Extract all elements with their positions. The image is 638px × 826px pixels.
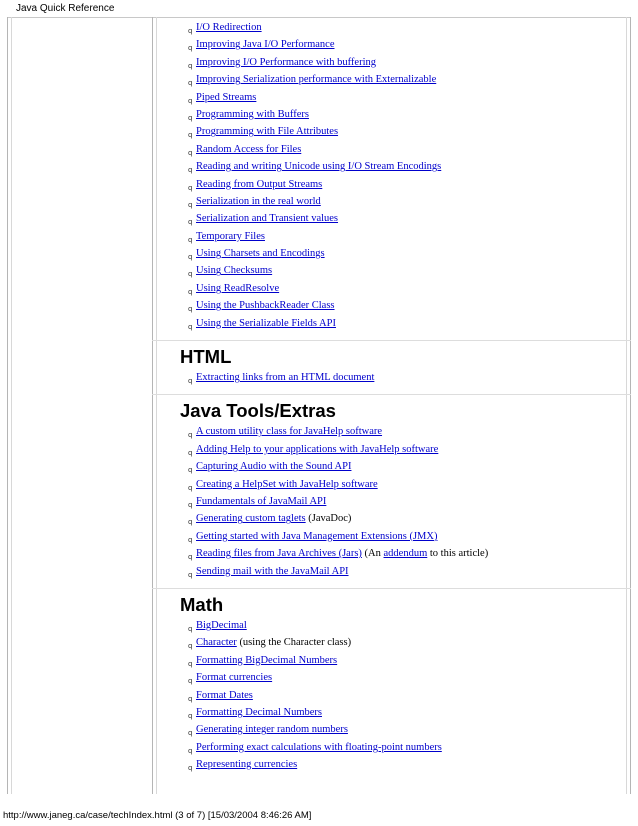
bullet-icon: q bbox=[188, 218, 193, 227]
bullet-icon: q bbox=[188, 79, 193, 88]
topic-link[interactable]: BigDecimal bbox=[196, 619, 247, 631]
link-note: (using the Character class) bbox=[236, 637, 352, 649]
bullet-icon: q bbox=[188, 305, 193, 314]
html-link-list bbox=[178, 369, 623, 386]
bullet-icon: q bbox=[188, 377, 193, 386]
section-separator bbox=[152, 386, 631, 395]
page-header-title: Java Quick Reference bbox=[16, 3, 115, 14]
topic-link[interactable]: I/O Redirection bbox=[196, 22, 262, 33]
topic-link[interactable]: Temporary Files bbox=[196, 230, 265, 242]
list-item bbox=[188, 423, 623, 440]
bullet-icon: q bbox=[188, 570, 193, 579]
bullet-icon: q bbox=[188, 535, 193, 544]
bullet-icon: q bbox=[188, 677, 193, 686]
list-item bbox=[188, 106, 623, 123]
list-item bbox=[188, 563, 623, 580]
frame-border bbox=[626, 17, 627, 794]
topic-link[interactable]: Using Charsets and Encodings bbox=[196, 248, 325, 260]
topic-link[interactable]: Formatting Decimal Numbers bbox=[196, 706, 322, 718]
list-item bbox=[188, 280, 623, 297]
list-item bbox=[188, 297, 623, 314]
topic-link[interactable]: Serialization in the real world bbox=[196, 195, 321, 207]
bullet-icon: q bbox=[188, 746, 193, 755]
bullet-icon: q bbox=[188, 200, 193, 209]
section-separator bbox=[152, 580, 631, 589]
page-footer-url: http://www.janeg.ca/case/techIndex.html (3 of 7) [15/03/2004 8:46:26 AM] bbox=[3, 810, 312, 821]
frame-border bbox=[11, 17, 12, 794]
list-item bbox=[188, 617, 623, 634]
section-heading-html: HTML bbox=[180, 346, 232, 368]
addendum-link[interactable]: addendum bbox=[383, 548, 428, 560]
frame-border bbox=[7, 17, 8, 794]
list-item bbox=[188, 687, 623, 704]
topic-link[interactable]: Programming with File Attributes bbox=[196, 126, 339, 138]
topic-link[interactable]: Using the Serializable Fields API bbox=[196, 317, 336, 329]
bullet-icon: q bbox=[188, 431, 193, 440]
list-item bbox=[188, 245, 623, 262]
topic-link[interactable]: Using the PushbackReader Class bbox=[196, 300, 335, 312]
topic-link[interactable]: Generating integer random numbers bbox=[196, 724, 348, 736]
topic-link[interactable]: Improving Serialization performance with Externalizable bbox=[196, 74, 437, 86]
link-note: (An bbox=[361, 548, 384, 560]
topic-link[interactable]: Adding Help to your applications with JavaHelp software bbox=[196, 443, 439, 455]
topic-index-content bbox=[178, 19, 623, 773]
topic-link[interactable]: A custom utility class for JavaHelp software bbox=[196, 426, 383, 438]
topic-link[interactable]: Creating a HelpSet with JavaHelp software bbox=[196, 478, 378, 490]
topic-link[interactable]: Format currencies bbox=[196, 672, 273, 684]
topic-link[interactable]: Performing exact calculations with floating-point numbers bbox=[196, 741, 442, 753]
column-divider bbox=[152, 17, 153, 794]
bullet-icon: q bbox=[188, 659, 193, 668]
java-tools-link-list bbox=[178, 423, 623, 580]
list-item bbox=[188, 510, 623, 527]
list-item bbox=[188, 176, 623, 193]
list-item bbox=[188, 228, 623, 245]
list-item bbox=[188, 158, 623, 175]
io-link-list bbox=[178, 19, 623, 332]
topic-link[interactable]: Programming with Buffers bbox=[196, 108, 309, 120]
topic-link[interactable]: Generating custom taglets bbox=[196, 513, 306, 525]
bullet-icon: q bbox=[188, 448, 193, 457]
bullet-icon: q bbox=[188, 729, 193, 738]
list-item bbox=[188, 704, 623, 721]
list-item bbox=[188, 493, 623, 510]
topic-link[interactable]: Representing currencies bbox=[196, 759, 298, 771]
bullet-icon: q bbox=[188, 131, 193, 140]
section-heading-math: Math bbox=[180, 593, 224, 615]
bullet-icon: q bbox=[188, 27, 193, 35]
list-item bbox=[188, 458, 623, 475]
list-item bbox=[188, 739, 623, 756]
topic-link[interactable]: Using ReadResolve bbox=[196, 282, 280, 294]
bullet-icon: q bbox=[188, 166, 193, 175]
list-item bbox=[188, 721, 623, 738]
bullet-icon: q bbox=[188, 322, 193, 331]
bullet-icon: q bbox=[188, 61, 193, 70]
list-item bbox=[188, 476, 623, 493]
list-item bbox=[188, 210, 623, 227]
list-item bbox=[188, 36, 623, 53]
bullet-icon: q bbox=[188, 253, 193, 262]
bullet-icon: q bbox=[188, 642, 193, 651]
topic-link[interactable]: Character bbox=[196, 637, 237, 649]
list-item bbox=[188, 652, 623, 669]
math-link-list bbox=[178, 617, 623, 774]
bullet-icon: q bbox=[188, 148, 193, 157]
list-item bbox=[188, 123, 623, 140]
link-note: (JavaDoc) bbox=[305, 513, 352, 525]
topic-link[interactable]: Format Dates bbox=[196, 689, 253, 701]
bullet-icon: q bbox=[188, 44, 193, 53]
frame-border bbox=[630, 17, 631, 794]
list-item bbox=[188, 19, 623, 36]
list-item bbox=[188, 756, 623, 773]
bullet-icon: q bbox=[188, 553, 193, 562]
list-item bbox=[188, 71, 623, 88]
list-item bbox=[188, 315, 623, 332]
topic-link[interactable]: Extracting links from an HTML document bbox=[196, 372, 375, 384]
topic-link[interactable]: Reading files from Java Archives (Jars) bbox=[196, 548, 362, 560]
topic-link[interactable]: Reading and writing Unicode using I/O Stream Encodings bbox=[196, 161, 442, 173]
topic-link[interactable]: Capturing Audio with the Sound API bbox=[196, 461, 352, 473]
list-item bbox=[188, 528, 623, 545]
topic-link[interactable]: Random Access for Files bbox=[196, 143, 302, 155]
bullet-icon: q bbox=[188, 287, 193, 296]
list-item bbox=[188, 54, 623, 71]
bullet-icon: q bbox=[188, 711, 193, 720]
link-note: to this article) bbox=[427, 548, 489, 560]
list-item bbox=[188, 441, 623, 458]
section-heading-java-tools: Java Tools/Extras bbox=[180, 400, 336, 422]
topic-link[interactable]: Using Checksums bbox=[196, 265, 273, 277]
bullet-icon: q bbox=[188, 270, 193, 279]
list-item bbox=[188, 634, 623, 651]
list-item bbox=[188, 669, 623, 686]
bullet-icon: q bbox=[188, 518, 193, 527]
topic-link[interactable]: Improving I/O Performance with buffering bbox=[196, 56, 377, 68]
section-separator bbox=[152, 332, 631, 341]
bullet-icon: q bbox=[188, 764, 193, 773]
list-item bbox=[188, 262, 623, 279]
topic-link[interactable]: Improving Java I/O Performance bbox=[196, 39, 335, 51]
list-item bbox=[188, 89, 623, 106]
topic-link[interactable]: Serialization and Transient values bbox=[196, 213, 339, 225]
topic-link[interactable]: Sending mail with the JavaMail API bbox=[196, 565, 349, 577]
topic-link[interactable]: Formatting BigDecimal Numbers bbox=[196, 654, 338, 666]
bullet-icon: q bbox=[188, 183, 193, 192]
topic-link[interactable]: Reading from Output Streams bbox=[196, 178, 323, 190]
bullet-icon: q bbox=[188, 466, 193, 475]
bullet-icon: q bbox=[188, 235, 193, 244]
bullet-icon: q bbox=[188, 694, 193, 703]
column-divider bbox=[156, 17, 157, 794]
list-item bbox=[188, 545, 623, 562]
list-item bbox=[188, 193, 623, 210]
bullet-icon: q bbox=[188, 483, 193, 492]
list-item bbox=[188, 369, 623, 386]
bullet-icon: q bbox=[188, 113, 193, 122]
topic-link[interactable]: Piped Streams bbox=[196, 91, 257, 103]
bullet-icon: q bbox=[188, 500, 193, 509]
bullet-icon: q bbox=[188, 624, 193, 633]
topic-link[interactable]: Getting started with Java Management Extensions (JMX) bbox=[196, 530, 438, 542]
list-item bbox=[188, 141, 623, 158]
bullet-icon: q bbox=[188, 96, 193, 105]
topic-link[interactable]: Fundamentals of JavaMail API bbox=[196, 495, 327, 507]
